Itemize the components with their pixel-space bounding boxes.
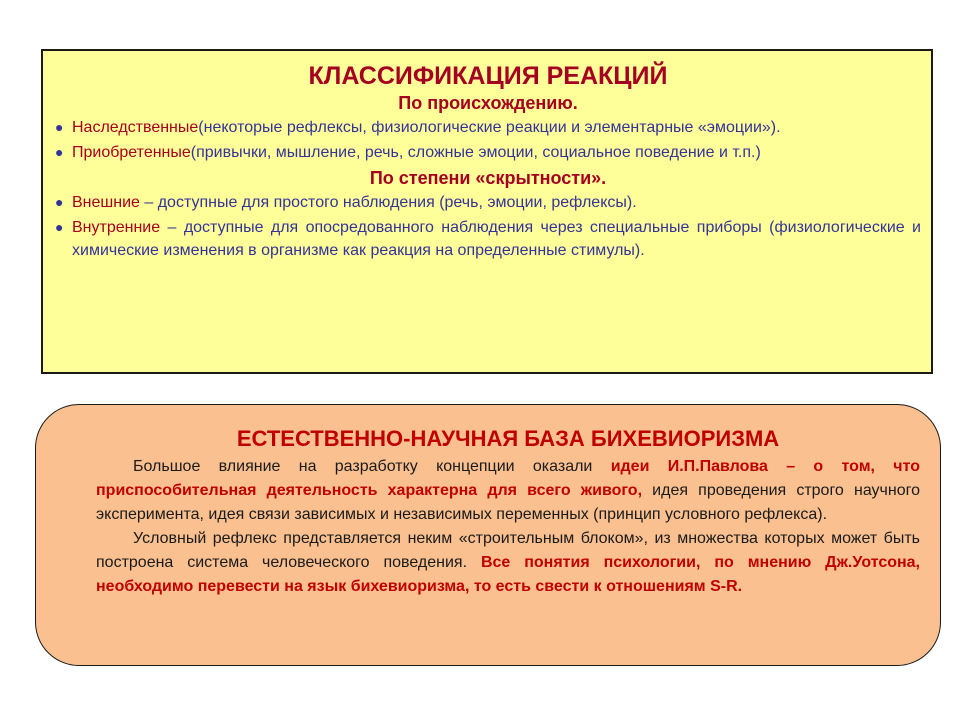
paragraph-text: идея проведения строго научного эксперимента, идея связи зависимых и независимых переменных (принцип условного рефлекса).: [96, 482, 920, 523]
list-item-text: (привычки, мышление, речь, сложные эмоции, социальное поведение и т.п.): [190, 144, 761, 161]
paragraph-text: Условный рефлекс представляется неким «строительным блоком», из множества которых может быть построена система человеческого поведения.: [96, 530, 920, 571]
list-item-term: Внутренние: [72, 219, 161, 236]
origin-heading: По происхождению.: [398, 93, 578, 113]
classification-title: КЛАССИФИКАЦИЯ РЕАКЦИЙ: [308, 62, 668, 90]
bullet-icon: ●: [55, 194, 64, 210]
list-item-term: Внешние: [72, 194, 140, 211]
paragraph-highlight: идеи И.П.Павлова – о том, что приспособительная деятельность характерна для всего живого,: [96, 458, 920, 499]
paragraph-text: Большое влияние на разработку концепции оказали: [133, 458, 611, 475]
paragraph-highlight: Все понятия психологии, по мнению Дж.Уотсона, необходимо перевести на язык бихевиоризма, то есть свести к отношениям S-R.: [96, 554, 920, 595]
list-item-text: (некоторые рефлексы, физиологические реакции и элементарные «эмоции»).: [198, 119, 781, 136]
list-item: [55, 191, 921, 214]
list-item: [55, 216, 921, 262]
bullet-icon: ●: [55, 119, 64, 135]
bullet-icon: ●: [55, 219, 64, 235]
behaviorism-title: ЕСТЕСТВЕННО-НАУЧНАЯ БАЗА БИХЕВИОРИЗМА: [236, 426, 780, 451]
classification-box: [41, 49, 933, 374]
hidden-list: [55, 191, 921, 262]
list-item-term: Приобретенные: [72, 144, 191, 161]
list-item-text: – доступные для опосредованного наблюдения через специальные приборы (физиологические и химические изменения в организме как реакция на определенные стимулы).: [72, 219, 921, 259]
list-item: [55, 116, 921, 139]
behaviorism-paragraph-2: [96, 527, 920, 599]
list-item-term: Наследственные: [72, 119, 199, 136]
hidden-heading: По степени «скрытности».: [369, 168, 607, 188]
behaviorism-box: [35, 404, 941, 666]
list-item: [55, 141, 921, 164]
list-item-text: – доступные для простого наблюдения (речь, эмоции, рефлексы).: [139, 194, 637, 211]
bullet-icon: ●: [55, 144, 64, 160]
behaviorism-paragraph-1: [96, 455, 920, 527]
origin-list: [55, 116, 921, 164]
